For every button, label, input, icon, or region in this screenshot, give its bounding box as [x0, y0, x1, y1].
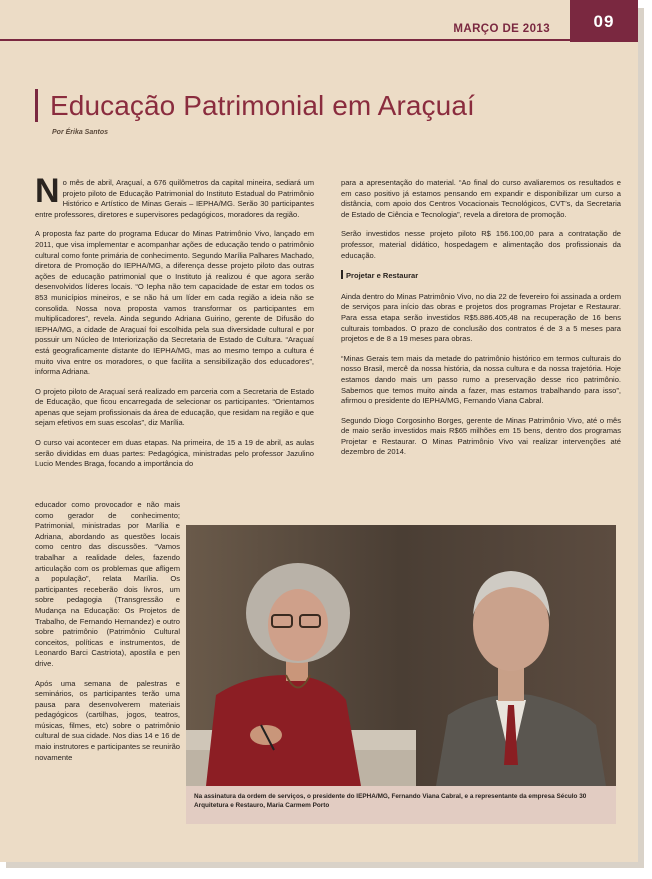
- event-photo: [186, 525, 616, 786]
- article-title: Educação Patrimonial em Araçuaí: [50, 90, 475, 121]
- paragraph: Após uma semana de palestras e seminários, os participantes terão uma pausa para desenvolverem materiais pedagógicos (cartilhas, jogos, teatros, músicas, filmes, etc) sobre o patrimônio cultural de sua cidade. Nos dias 14 e 16 de maio instrutores e participantes se reunirão novamente: [35, 678, 180, 762]
- paragraph: Serão investidos nesse projeto piloto R$ 156.100,00 para a contratação de professor, material didático, hospedagem e alimentação dos profissionais da educação.: [341, 229, 621, 260]
- page-shadow-right: [638, 8, 644, 868]
- text-column-narrow: [35, 500, 180, 772]
- paragraph: No mês de abril, Araçuaí, a 676 quilômetros da capital mineira, sediará um projeto piloto de Educação Patrimonial do Instituto Estadual do Patrimônio Histórico e Artístico de Minas Gerais – IEPHA/MG. Serão 30 participantes entre professores, diretores e supervisores pedagógicos, moradores da região.: [35, 172, 314, 219]
- text-column-left: [35, 172, 315, 479]
- paragraph: educador como provocador e não mais como gerador de conhecimento; Patrimonial, ministradas por Marília e Adriana, abordando as questões locais como centro das discussões. “Vamos trabalhar a realidade deles, fazendo articulação com os problemas que afligem a população”, relata Marília. Os participantes receberão dois livros, um sobre pedagogia (Transgressão e Mudança na Educação: Os Projetos de Trabalho, de Fernando Hernandez) e outro sobre patrimônio (Patrimônio Cultural conceitos, políticas e instrumentos, de Leonardo Barci Castriota), apostila e pen drive.: [35, 500, 180, 668]
- paragraph: Ainda dentro do Minas Patrimônio Vivo, no dia 22 de fevereiro foi assinada a ordem de serviços para início das obras e projetos dos programas Projetar e Restaurar. Para essa etapa serão investidos R$5.886.405,48 na recuperação de 16 bens culturais tombados. O prazo de conclusão dos contratos é de 3 a 5 meses para projetos e de 8 a 19 meses para obras.: [341, 291, 621, 344]
- photo-caption-box: [186, 786, 616, 824]
- subheading-bar: [341, 270, 343, 279]
- issue-date: MARÇO DE 2013: [453, 23, 550, 35]
- paragraph: O projeto piloto de Araçuaí será realizado em parceria com a Secretaria de Estado de Educação, que ficou encarregada de selecionar os participantes. “Orientamos apenas que sejam profissionais da área de educação, que residam na região e que sejam efetivos em suas escolas”, diz Marília.: [35, 386, 315, 428]
- paragraph: Segundo Diogo Corgosinho Borges, gerente de Minas Patrimônio Vivo, até o mês de maio serão investidos mais R$65 milhões em 15 bens, dentro dos programas Projetar e Restaurar. O Minas Patrimônio Vivo vai realizar intervenções até dezembro de 2014.: [341, 415, 621, 457]
- section-subheading: Projetar e Restaurar: [341, 270, 621, 282]
- paragraph: O curso vai acontecer em duas etapas. Na primeira, de 15 a 19 de abril, as aulas serão divididas em duas partes: Pedagógica, ministradas pelo professor Jazulino Lucio Mendes Braga, focando a importância do: [35, 438, 314, 469]
- text-column-right: [341, 178, 621, 467]
- drop-cap: N: [35, 172, 60, 210]
- title-accent-bar: [35, 89, 38, 122]
- photo-caption: Na assinatura da ordem de serviços, o presidente do IEPHA/MG, Fernando Viana Cabral, e a representante da empresa Século 30 Arquitetura e Restauro, Maria Carmem Porto: [194, 793, 587, 809]
- page-number-box: [570, 0, 638, 42]
- paragraph: “Minas Gerais tem mais da metade do patrimônio histórico em termos culturais do nosso Brasil, mercê da nossa história, da nossa cultura e da nossa trajetória. Hoje estamos dando mais um passo rumo a preservação desse rico patrimônio. Sabemos que temos muito ainda a fazer, mas estamos trabalhando para isso”, afirmou o presidente do IEPHA/MG, Fernando Viana Cabral.: [341, 353, 621, 406]
- header-rule: [0, 39, 570, 41]
- paragraph: para a apresentação do material. “Ao final do curso avaliaremos os resultados e em caso positivo já estamos pensando em expandir e disponibilizar um curso a distância, com apoio dos Centros Vocacionais Tecnológicos, CVT’s, da Secretaria de Estado de Ciência e Tecnologia”, revela a diretora de promoção.: [341, 178, 621, 219]
- photo-illustration: [186, 525, 616, 786]
- page-number: 09: [593, 12, 615, 31]
- page-shadow-bottom: [6, 862, 644, 868]
- article-byline: Por Érika Santos: [52, 129, 109, 136]
- paragraph: A proposta faz parte do programa Educar do Minas Patrimônio Vivo, lançado em 2011, que visa implementar e acompanhar ações de educação tendo o patrimônio cultural como fonte primária de conhecimento. Segundo Marília Palhares Machado, diretora de Promoção do IEPHA/MG, a diferença desse projeto piloto das outras ações de educação patrimonial que o Instituto já realizou é que agora serão desenvolvidos líderes locais. “O Iepha não tem capacidade de estar em todos os 853 municípios mineiros, e se não há um líder em cada região a ideia não se consolida. Nossa nova proposta vamos transformar os participantes em multiplicadores”, revela. Ainda segundo Adriana Guirino, gerente de Difusão do IEPHA/MG, a cidade de Araçuaí foi escolhida pela sua diversidade cultural e por possuir um Núcleo de Interiorização da Secretaria de Estado de Cultura. “Araçuaí está geograficamente distante do IEPHA/MG, mas ao mesmo tempo a cultura é muito viva entre os moradores, o que facilita a sensibilização dos educadores”, informa Adriana.: [35, 229, 314, 377]
